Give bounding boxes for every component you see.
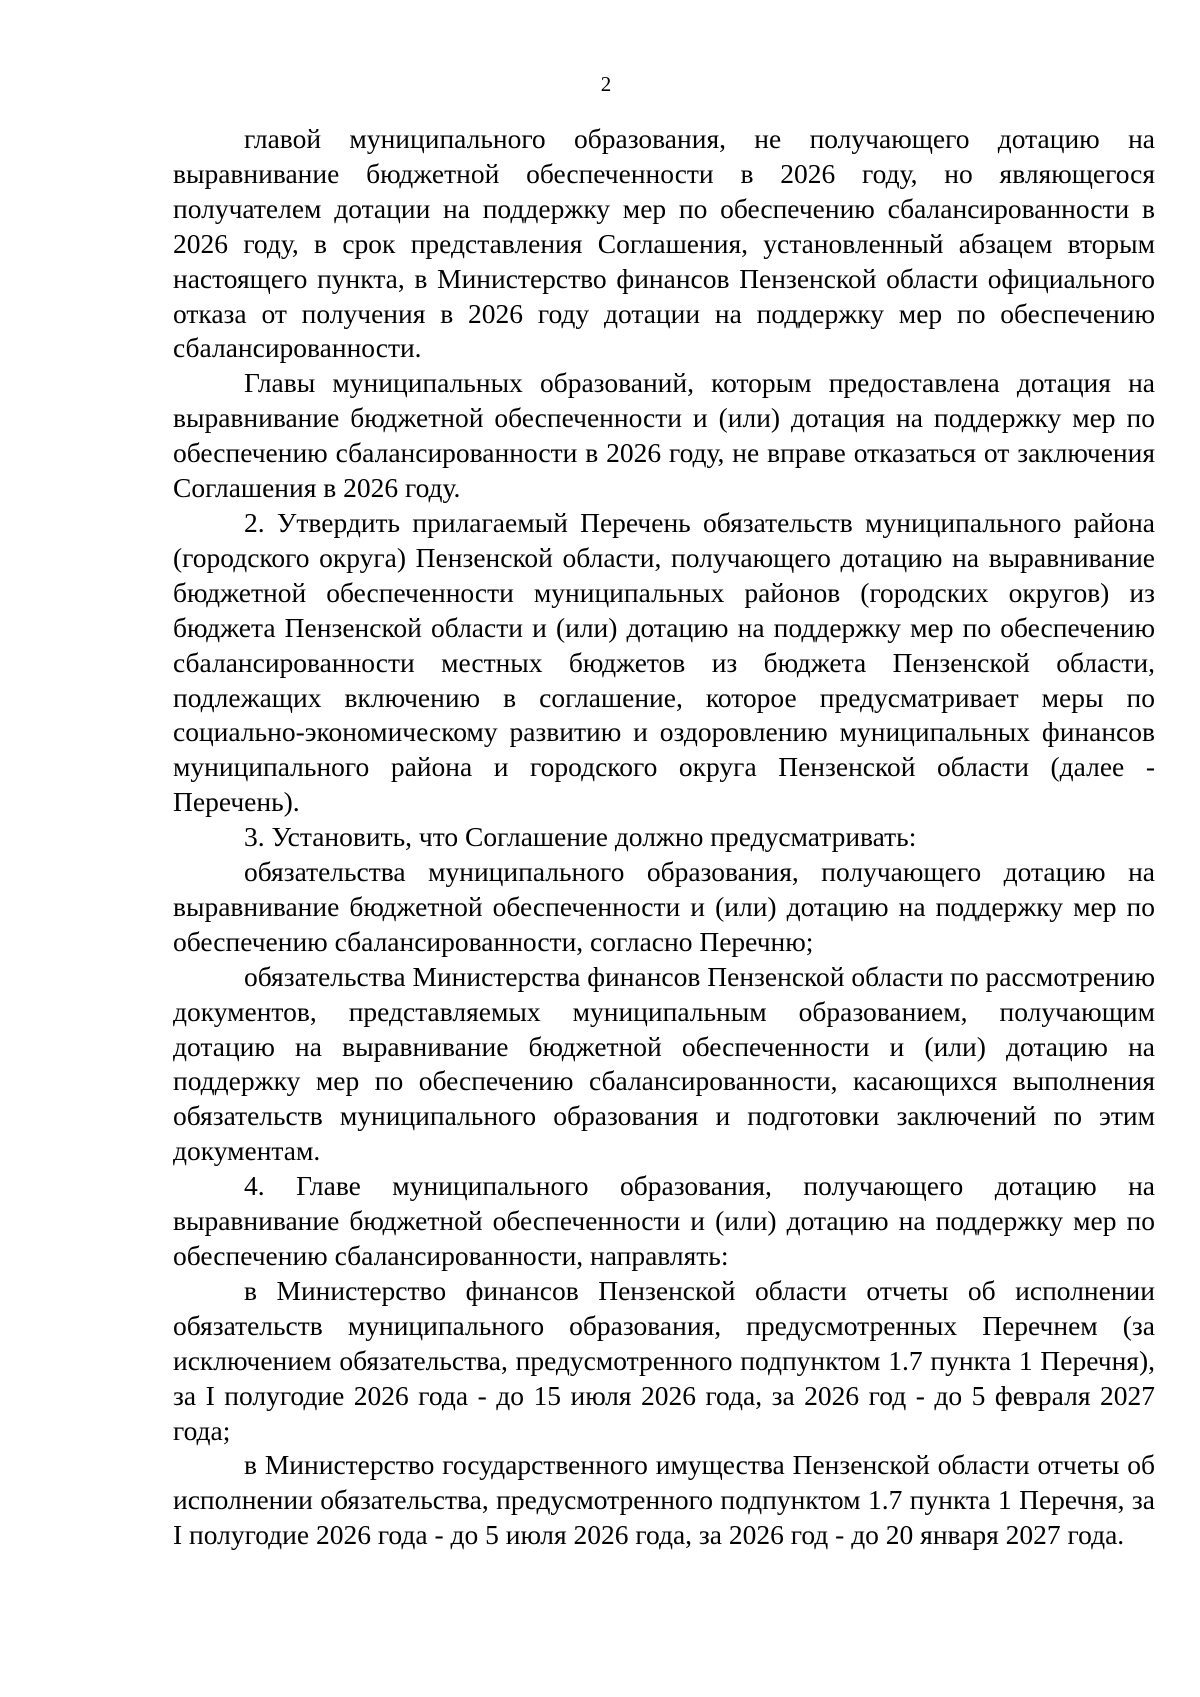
paragraph-no-right-to-refuse: Главы муниципальных образований, которым предоставлена дотация на выравнивание бюджетной обеспеченности и (или) дотация на поддержку мер по обеспечению сбалансированности в 2026 году, не вправе отказаться от заключения Соглашения в 2026 году. xyxy=(173,367,1155,504)
paragraph-reports-to-property-ministry: в Министерство государственного имущества Пензенской области отчеты об исполнении обязательства, предусмотренного подпунктом 1.7 пункта 1 Перечня, за I полугодие 2026 года - до 5 июля 2026 года, за 2026 год - до 20 января 2027 года. xyxy=(173,1449,1155,1551)
page-number: 2 xyxy=(600,72,612,96)
paragraph-municipal-obligations: обязательства муниципального образования, получающего дотацию на выравнивание бюджетной обеспеченности и (или) дотацию на поддержку мер по обеспечению сбалансированности, согласно Перечню; xyxy=(173,856,1155,957)
paragraph-refusal-by-head: главой муниципального образования, не получающего дотацию на выравнивание бюджетной обеспеченности в 2026 году, но являющегося получателем дотации на поддержку мер по обеспечению сбалансированности в 2026 году, в срок представления Соглашения, установленный абзацем вторым настоящего пункта, в Министерство финансов Пензенской области официального отказа от получения в 2026 году дотации на поддержку мер по обеспечению сбалансированности. xyxy=(173,123,1155,364)
paragraph-item-4-head-reports: 4. Главе муниципального образования, получающего дотацию на выравнивание бюджетной обеспеченности и (или) дотацию на поддержку мер по обеспечению сбалансированности, направлять: xyxy=(173,1170,1155,1271)
paragraph-reports-to-finance-ministry: в Министерство финансов Пензенской области отчеты об исполнении обязательств муниципального образования, предусмотренных Перечнем (за исключением обязательства, предусмотренного подпунктом 1.7 пункта 1 Перечня), за I полугодие 2026 года - до 15 июля 2026 года, за 2026 год - до 5 февраля 2027 года; xyxy=(173,1274,1155,1446)
paragraph-item-3-agreement-content: 3. Установить, что Соглашение должно предусматривать: xyxy=(244,821,917,853)
document-body xyxy=(173,122,1155,1553)
paragraph-item-2-approve-list: 2. Утвердить прилагаемый Перечень обязательств муниципального района (городского округа) Пензенской области, получающего дотацию на выравнивание бюджетной обеспеченности муниципальных районов (городских округов) из бюджета Пензенской области и (или) дотацию на поддержку мер по обеспечению сбалансированности местных бюджетов из бюджета Пензенской области, подлежащих включению в соглашение, которое предусматривает меры по социально-экономическому развитию и оздоровлению муниципальных финансов муниципального района и городского округа Пензенской области (далее - Перечень). xyxy=(173,506,1155,818)
paragraph-ministry-obligations: обязательства Министерства финансов Пензенской области по рассмотрению документов, представляемых муниципальным образованием, получающим дотацию на выравнивание бюджетной обеспеченности и (или) дотацию на поддержку мер по обеспечению сбалансированности, касающихся выполнения обязательств муниципального образования и подготовки заключений по этим документам. xyxy=(173,960,1155,1167)
